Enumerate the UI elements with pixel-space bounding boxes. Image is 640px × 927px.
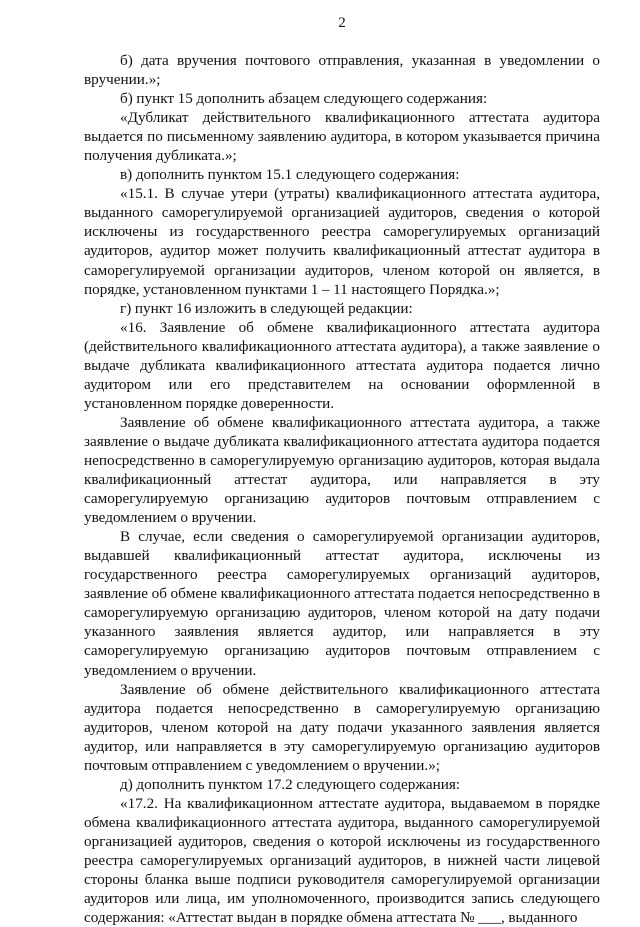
document-body [84,51,600,927]
page-number: 2 [338,15,346,31]
paragraph-4: в) дополнить пунктом 15.1 следующего содержания: [120,166,460,184]
paragraph-3: «Дубликат действительного квалификационного аттестата аудитора выдается по письменному заявлению аудитора, в котором указывается причина получения дубликата.»; [84,109,600,165]
paragraph-12: «17.2. На квалификационном аттестате аудитора, выдаваемом в порядке обмена квалификационного аттестата аудитора, выданного саморегулируемой организацией аудиторов, сведения о которой исключены из государственного реестра саморегулируемых организаций аудиторов, в нижней части лицевой стороны бланка выше подписи руководителя саморегулируемой организации аудиторов или лица, им уполномоченного, производится запись следующего содержания: «Аттестат выдан в порядке обмена аттестата № ___, выданного [84,794,600,927]
paragraph-10: Заявление об обмене действительного квалификационного аттестата аудитора подается непосредственно в саморегулируемую организацию аудиторов, членом которой на дату подачи указанного заявления является аудитор, или направляется в эту саморегулируемую организацию аудиторов почтовым отправлением с уведомлением о вручении.»; [84,680,600,774]
paragraph-9: В случае, если сведения о саморегулируемой организации аудиторов, выдавшей квалификационный аттестат аудитора, исключены из государственного реестра саморегулируемых организаций аудиторов, заявление об обмене квалификационного аттестата подается непосредственно в саморегулируемую организацию аудиторов, членом которой на дату подачи указанного заявления является аудитор, или направляется в эту саморегулируемую организацию аудиторов почтовым отправлением с уведомлением о вручении. [84,528,600,679]
paragraph-5: «15.1. В случае утери (утраты) квалификационного аттестата аудитора, выданного саморегулируемой организацией аудиторов, сведения о которой исключены из государственного реестра саморегулируемых организаций аудиторов, аудитор может получить квалификационный аттестат аудитора в саморегулируемой организации аудиторов, членом которой он является, в порядке, установленном пунктами 1 – 11 настоящего Порядка.»; [84,185,600,298]
paragraph-2: б) пункт 15 дополнить абзацем следующего содержания: [120,90,488,108]
paragraph-11: д) дополнить пунктом 17.2 следующего содержания: [120,775,461,793]
paragraph-8: Заявление об обмене квалификационного аттестата аудитора, а также заявление о выдаче дубликата квалификационного аттестата аудитора подается непосредственно в саморегулируемую организацию аудиторов, которая выдала квалификационный аттестат аудитора, или направляется в эту саморегулируемую организацию аудиторов почтовым отправлением с уведомлением о вручении. [84,413,600,527]
paragraph-7: «16. Заявление об обмене квалификационного аттестата аудитора (действительного квалификационного аттестата аудитора), а также заявление о выдаче дубликата квалификационного аттестата аудитора подается лично аудитором или его представителем на основании оформленной в установленном порядке доверенности. [84,318,600,412]
paragraph-1: б) дата вручения почтового отправления, указанная в уведомлении о вручении.»; [84,52,600,89]
paragraph-6: г) пункт 16 изложить в следующей редакции: [120,299,413,317]
